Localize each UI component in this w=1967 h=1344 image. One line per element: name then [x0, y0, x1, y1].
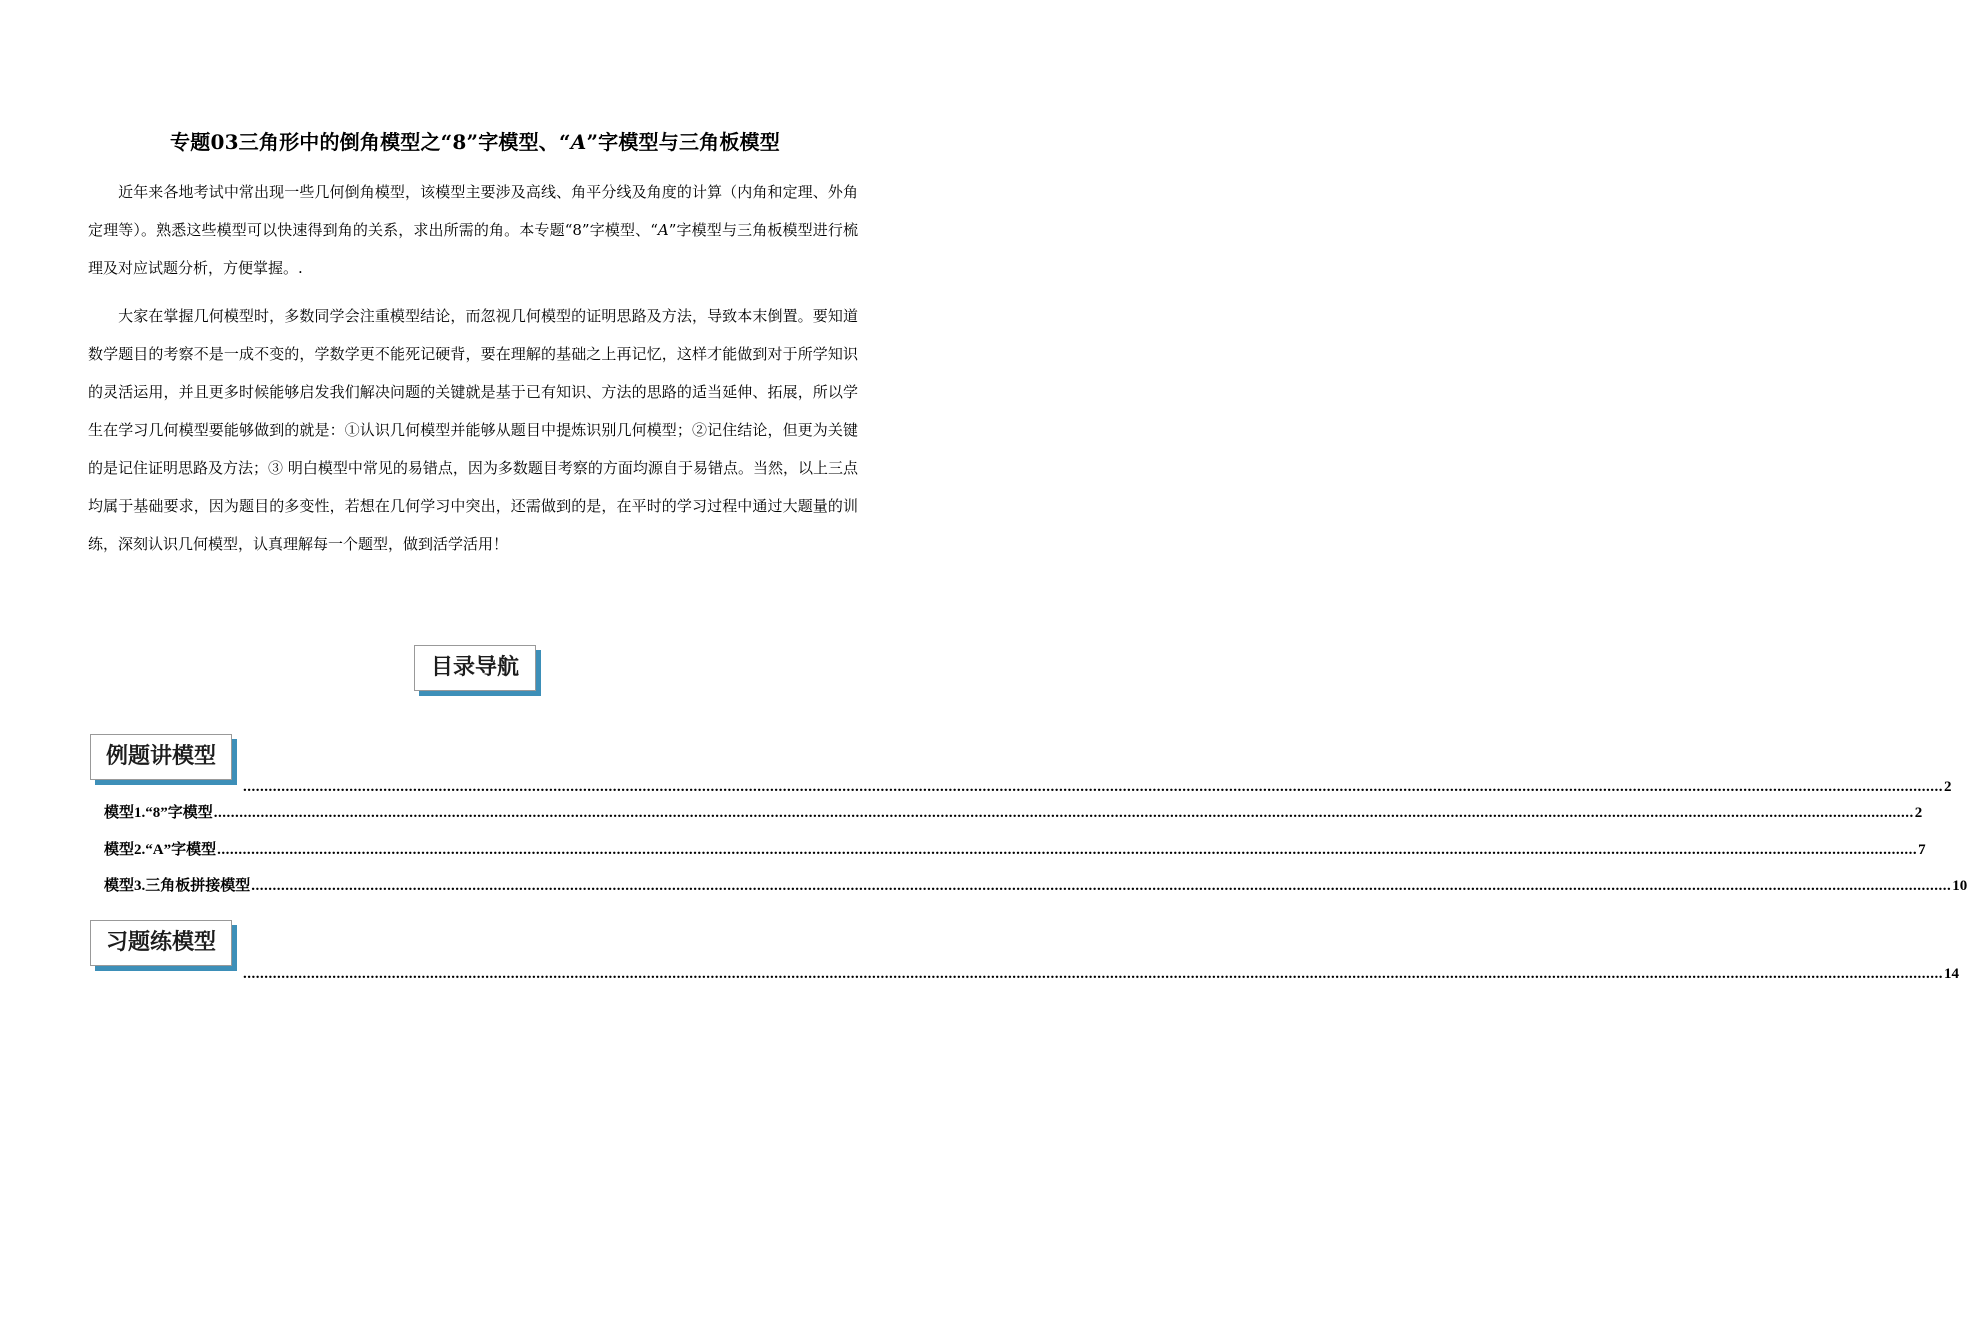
toc-entry-label: 模型1.“8”字模型	[104, 805, 213, 821]
intro-paragraph-2: 大家在掌握几何模型时，多数同学会注重模型结论，而忽视几何模型的证明思路及方法，导致本末倒置。要知道数学题目的考察不是一成不变的，学数学更不能死记硬背，要在理解的基础之上再记忆，这样才能做到对于所学知识的灵活运用，并且更多时候能够启发我们解决问题的关键就是基于已有知识、方法的思路的适当延伸、拓展，所以学生在学习几何模型要能够做到的就是：①认识几何模型并能够从题目中提炼识别几何模型；②记住结论，但更为关键的是记住证明思路及方法；③ 明白模型中常见的易错点，因为多数题目考察的方面均源自于易错点。当然，以上三点均属于基础要求，因为题目的多变性，若想在几何学习中突出，还需做到的是，在平时的学习过程中通过大题量的训练，深刻认识几何模型，认真理解每一个题型，做到活学活用！	[88, 307, 858, 553]
toc-entry-examples[interactable]	[242, 778, 1952, 796]
toc-entry-label: 模型3.三角板拼接模型	[104, 878, 251, 894]
toc-page-number: 7	[1918, 842, 1926, 858]
toc-page-number: 10	[1952, 878, 1967, 894]
toc-heading-badge: 目录导航	[414, 645, 536, 691]
toc-leader-dots: ................................................................................................................................................................................................................................................................................................................................................................................................................	[243, 779, 1943, 795]
section-badge-examples: 例题讲模型	[90, 734, 232, 780]
toc-leader-dots: ................................................................................................................................................................................................................................................................................................................................................................................................................	[217, 842, 1918, 858]
toc-leader-dots: ................................................................................................................................................................................................................................................................................................................................................................................................................	[213, 805, 1914, 821]
toc-entry-label: 模型2.“A”字模型	[104, 842, 217, 858]
toc-entry-model-2[interactable]	[104, 841, 1926, 859]
toc-entry-model-1[interactable]	[104, 804, 1923, 822]
intro-paragraph-1: 近年来各地考试中常出现一些几何倒角模型，该模型主要涉及高线、角平分线及角度的计算（内角和定理、外角定理等）。熟悉这些模型可以快速得到角的关系，求出所需的角。本专题“8”字模型、“A”字模型与三角板模型进行梳理及对应试题分析，方便掌握。.	[88, 183, 858, 277]
toc-entry-model-3[interactable]	[104, 877, 1967, 895]
toc-page-number: 14	[1944, 966, 1959, 982]
toc-leader-dots: ................................................................................................................................................................................................................................................................................................................................................................................................................	[243, 966, 1943, 982]
toc-page-number: 2	[1914, 805, 1923, 821]
section-badge-exercises: 习题练模型	[90, 920, 232, 966]
toc-leader-dots: ................................................................................................................................................................................................................................................................................................................................................................................................................	[251, 878, 1952, 894]
toc-page-number: 2	[1944, 779, 1952, 795]
document-title: 专题03三角形中的倒角模型之“8”字模型、“A”字模型与三角板模型	[170, 130, 780, 154]
toc-entry-exercises[interactable]	[242, 965, 1959, 983]
